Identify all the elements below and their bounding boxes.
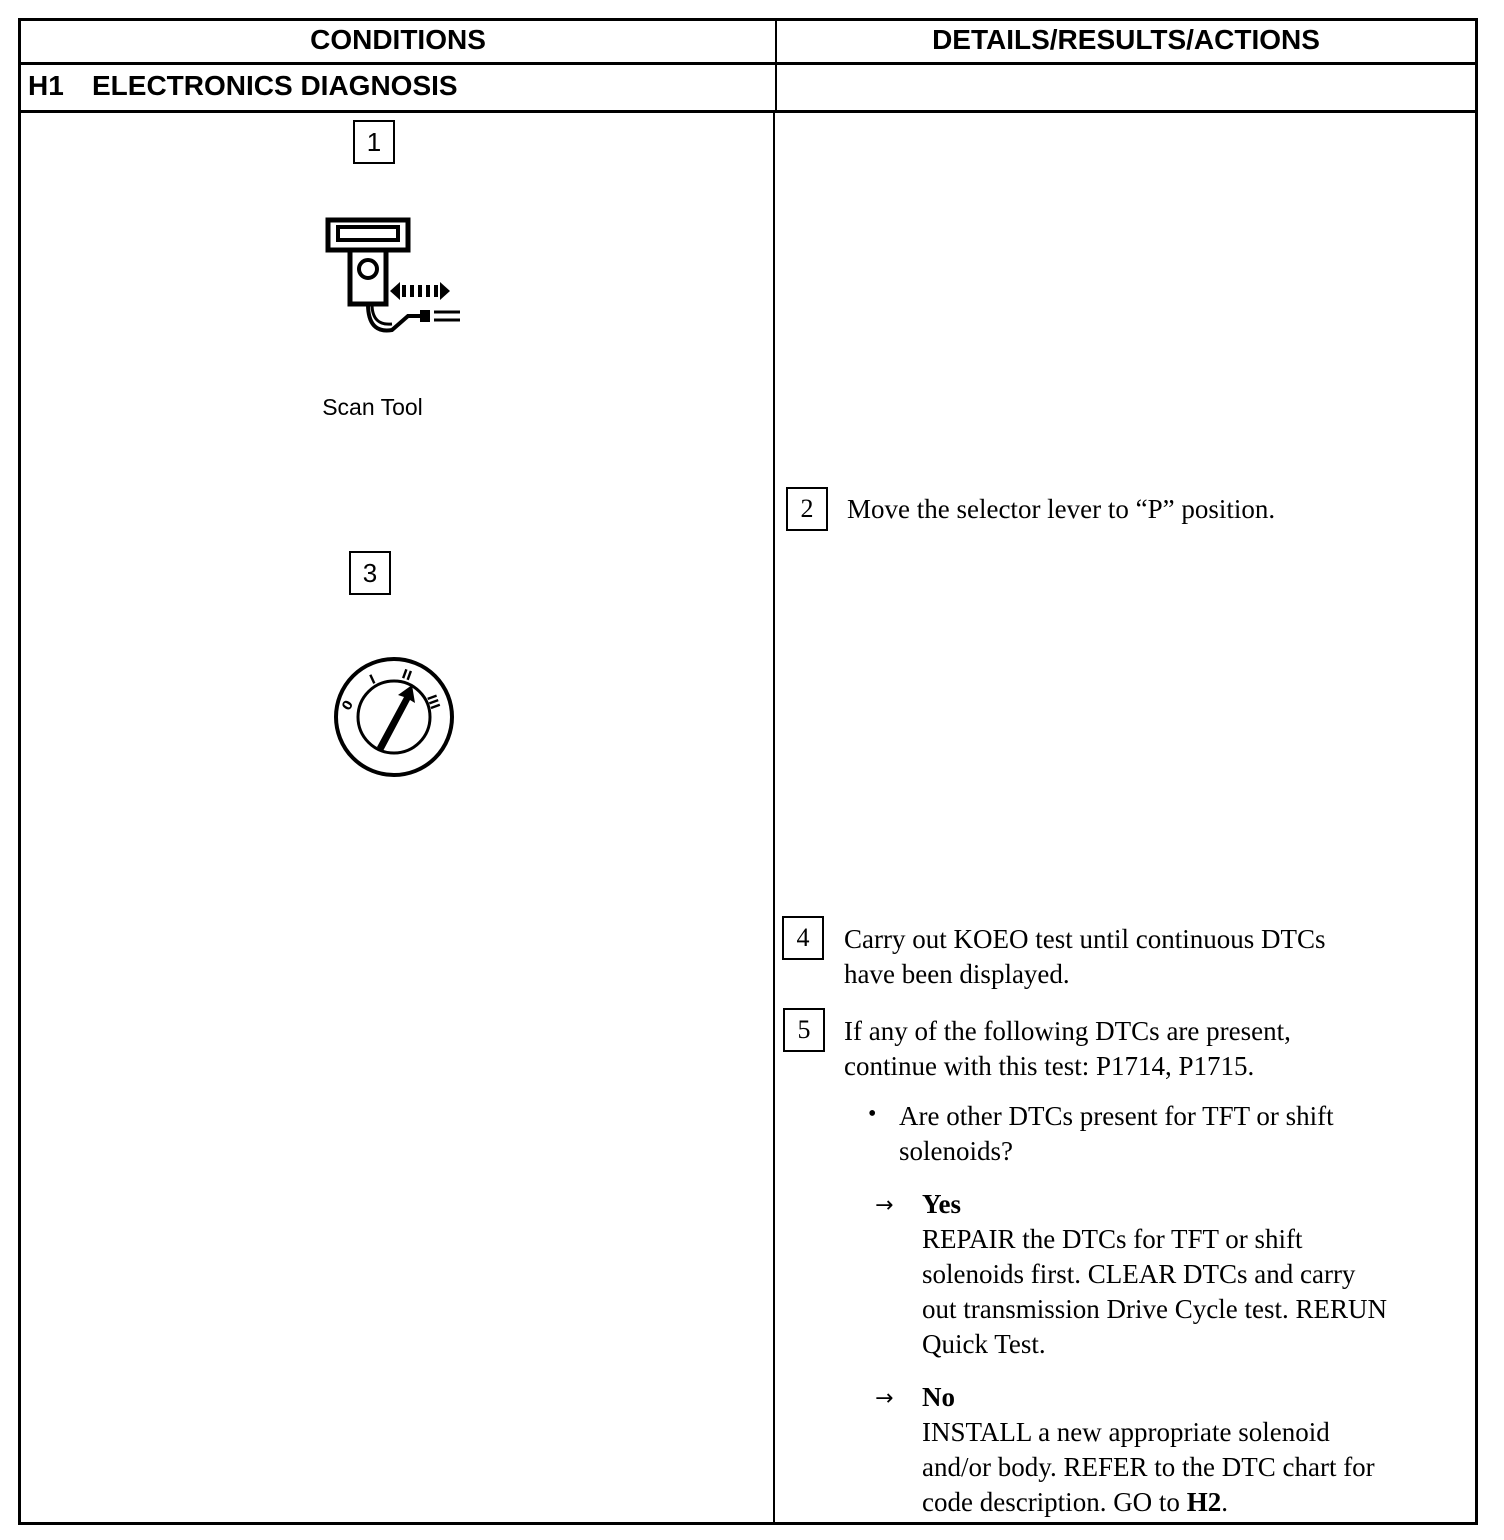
section-divider bbox=[18, 110, 1478, 113]
step-5-line-2: continue with this test: P1714, P1715. bbox=[844, 1051, 1255, 1081]
yes-line-1: REPAIR the DTCs for TFT or shift bbox=[922, 1224, 1303, 1254]
no-line-1: INSTALL a new appropriate solenoid bbox=[922, 1417, 1330, 1447]
ignition-label-2: II bbox=[399, 667, 414, 685]
column-header-conditions: CONDITIONS bbox=[310, 24, 486, 55]
question-line-2: solenoids? bbox=[899, 1136, 1013, 1166]
yes-line-2: solenoids first. CLEAR DTCs and carry bbox=[922, 1259, 1356, 1289]
column-divider-body bbox=[773, 113, 775, 1525]
yes-arrow-icon: → bbox=[875, 1193, 894, 1218]
step-2-text: Move the selector lever to “P” position. bbox=[847, 494, 1276, 524]
no-label: No bbox=[922, 1382, 955, 1412]
step-4-line-1: Carry out KOEO test until continuous DTCs bbox=[844, 924, 1326, 954]
no-line-2: and/or body. REFER to the DTC chart for bbox=[922, 1452, 1375, 1482]
go-to-reference: H2 bbox=[1186, 1487, 1222, 1517]
ignition-label-0: 0 bbox=[339, 697, 357, 714]
step-4-box: 4 bbox=[782, 916, 824, 960]
yes-line-3: out transmission Drive Cycle test. RERUN bbox=[922, 1294, 1387, 1324]
question-line-1: Are other DTCs present for TFT or shift bbox=[899, 1101, 1334, 1131]
question-bullet: • bbox=[868, 1101, 877, 1127]
ignition-label-3: III bbox=[423, 692, 443, 712]
section-code: H1 bbox=[28, 70, 64, 101]
step-1-box: 1 bbox=[353, 120, 395, 164]
step-5-line-1: If any of the following DTCs are present, bbox=[844, 1016, 1291, 1046]
step-5-box: 5 bbox=[783, 1008, 825, 1052]
scan-tool-caption: Scan Tool bbox=[322, 394, 423, 420]
step-2-box: 2 bbox=[786, 487, 828, 531]
ignition-switch-icon bbox=[330, 655, 460, 780]
section-title: ELECTRONICS DIAGNOSIS bbox=[92, 70, 458, 101]
step-3-box: 3 bbox=[349, 551, 391, 595]
yes-label: Yes bbox=[922, 1189, 961, 1219]
no-arrow-icon: → bbox=[875, 1386, 894, 1411]
scan-tool-icon bbox=[320, 212, 470, 342]
step-4-line-2: have been displayed. bbox=[844, 959, 1070, 989]
no-line-3-prefix: code description. GO to bbox=[922, 1487, 1187, 1517]
column-header-details: DETAILS/RESULTS/ACTIONS bbox=[932, 24, 1320, 55]
section-title-row bbox=[28, 62, 458, 110]
no-line-3-suffix: . bbox=[1221, 1487, 1228, 1517]
ignition-label-1: I bbox=[367, 672, 379, 688]
no-line-3 bbox=[922, 1485, 1228, 1520]
yes-line-4: Quick Test. bbox=[922, 1329, 1046, 1359]
